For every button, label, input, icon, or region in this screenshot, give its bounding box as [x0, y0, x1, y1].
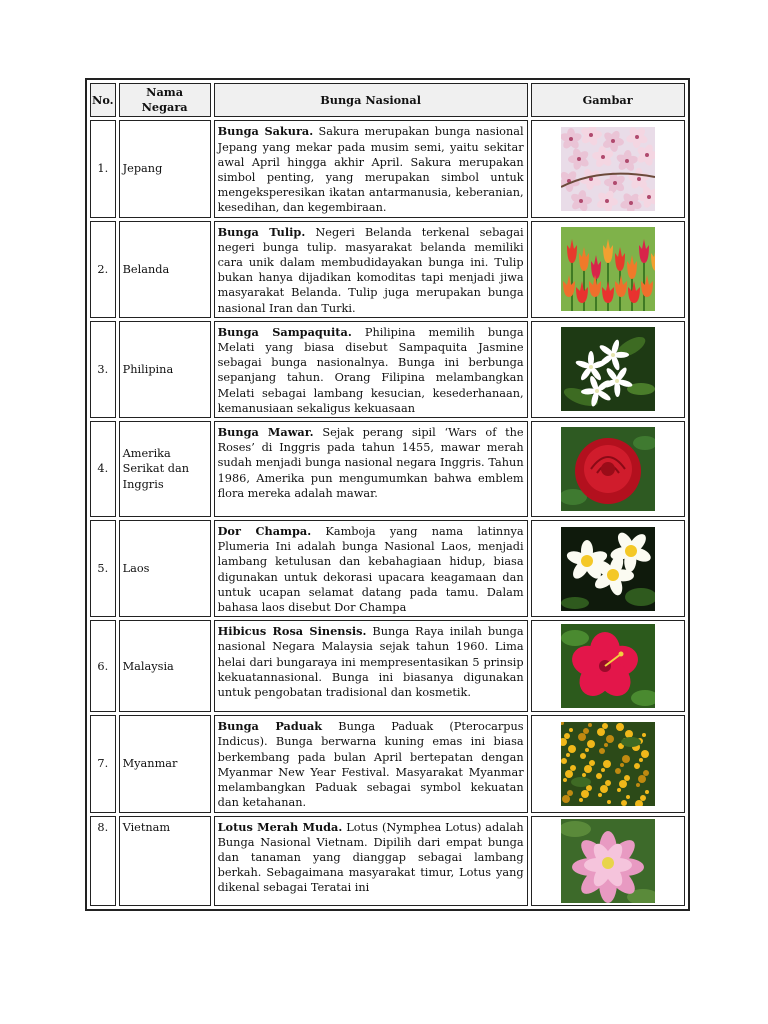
- flower-image-cell: [531, 715, 685, 812]
- flower-image-cell: [531, 620, 685, 712]
- row-number: 2.: [90, 221, 116, 318]
- row-number: 4.: [90, 421, 116, 517]
- national-flowers-table: [85, 78, 690, 911]
- flower-name: Bunga Sampaquita.: [217, 324, 352, 339]
- row-number: 3.: [90, 321, 116, 418]
- table-row: [90, 520, 685, 617]
- flower-description: [214, 816, 528, 906]
- flower-name: Bunga Paduak: [217, 719, 323, 734]
- flower-description: [214, 221, 528, 318]
- plumeria-image: [561, 527, 655, 611]
- table-row: [90, 715, 685, 812]
- flower-name: Bunga Mawar.: [217, 425, 314, 440]
- flower-image-cell: [531, 221, 685, 318]
- row-number: 8.: [90, 816, 116, 906]
- flower-description: [214, 321, 528, 418]
- description-text: Kamboja yang nama latinnya Plumeria Ini adalah bunga Nasional Laos, menjadi lambang ketulusan dan kebahagiaan hidup, biasa digunakan untuk dekorasi upacara keagamaan dan untuk ucapan selamat datang pada tamu. Dalam bahasa laos disebut Dor Champa: [217, 525, 524, 615]
- country-name: Jepang: [119, 120, 211, 217]
- country-name: Vietnam: [119, 816, 211, 906]
- flower-image-cell: [531, 421, 685, 517]
- table-row: [90, 120, 685, 217]
- flower-description: [214, 620, 528, 712]
- hibiscus-image: [561, 624, 655, 708]
- description-text: Bunga Paduak (Pterocarpus Indicus). Bunga berwarna kuning emas ini biasa berkembang pada bulan April bertepatan dengan Myanmar New Year Festival. Masyarakat Myanmar melambangkan Paduak sebagai symbol kekuatan dan ketahanan.: [217, 720, 524, 810]
- table-row: [90, 421, 685, 517]
- flower-name: Lotus Merah Muda.: [217, 819, 343, 834]
- table-row: [90, 321, 685, 418]
- header-nama-negara: Nama Negara: [119, 83, 211, 117]
- pink-lotus-image: [561, 819, 655, 903]
- flower-description: [214, 520, 528, 617]
- row-number: 5.: [90, 520, 116, 617]
- red-rose-image: [561, 427, 655, 511]
- flower-image-cell: [531, 520, 685, 617]
- description-text: Lotus (Nymphea Lotus) adalah Bunga Nasional Vietnam. Dipilih dari empat bunga dan tanaman yang dianggap sebagai lambang berkah. Sebagaimana masyarakat timur, Lotus yang dikenal sebagai Teratai ini: [217, 820, 524, 895]
- header-no: No.: [90, 83, 116, 117]
- cherry-blossom-image: [561, 127, 655, 211]
- jasmine-image: [561, 327, 655, 411]
- tulips-image: [561, 227, 655, 311]
- country-name: Amerika Serikat dan Inggris: [119, 421, 211, 517]
- flower-image-cell: [531, 321, 685, 418]
- flower-name: Bunga Sakura.: [217, 124, 314, 139]
- row-number: 7.: [90, 715, 116, 812]
- flower-image-cell: [531, 120, 685, 217]
- flower-name: Dor Champa.: [217, 524, 312, 539]
- table-row: [90, 816, 685, 906]
- flower-description: [214, 120, 528, 217]
- row-number: 1.: [90, 120, 116, 217]
- flower-description: [214, 421, 528, 517]
- description-text: Bunga Raya inilah bunga nasional Negara Malaysia sejak tahun 1960. Lima helai dari bungaraya ini mempresentasikan 5 prinsip kekuatannasional. Bunga ini biasanya digunakan untuk pengobatan tradisional dan kosmetik.: [217, 625, 524, 700]
- header-bunga-nasional: Bunga Nasional: [214, 83, 528, 117]
- flower-name: Bunga Tulip.: [217, 224, 306, 239]
- country-name: Myanmar: [119, 715, 211, 812]
- country-name: Malaysia: [119, 620, 211, 712]
- header-row: [90, 83, 685, 117]
- country-name: Philipina: [119, 321, 211, 418]
- description-text: Negeri Belanda terkenal sebagai negeri bunga tulip. masyarakat belanda memiliki cara unik dalam membudidayakan bunga ini. Tulip bukan hanya dijadikan komoditas tapi menjadi jiwa masyarakat Belanda. Tulip juga merupakan bunga nasional Iran dan Turki.: [217, 225, 524, 315]
- table-row: [90, 221, 685, 318]
- row-number: 6.: [90, 620, 116, 712]
- country-name: Belanda: [119, 221, 211, 318]
- flower-name: Hibicus Rosa Sinensis.: [217, 624, 367, 639]
- country-name: Laos: [119, 520, 211, 617]
- description-text: Sakura merupakan bunga nasional Jepang yang mekar pada musim semi, yaitu sekitar awal April hingga akhir April. Sakura merupakan simbol penting, yang merupakan simbol untuk mengeksperesikan ikatan antarmanusia, keberanian, kesedihan, dan kegembiraan.: [217, 125, 524, 215]
- flower-description: [214, 715, 528, 812]
- flower-image-cell: [531, 816, 685, 906]
- header-gambar: Gambar: [531, 83, 685, 117]
- table-row: [90, 620, 685, 712]
- description-text: Philipina memilih bunga Melati yang biasa disebut Sampaquita Jasmine sebagai bunga nasionalnya. Bunga ini berbunga sepanjang tahun. Orang Filipina melambangkan Melati sebagai lambang kesucian, kesederhanaan, kemanusiaan sekaligus kekuasaan: [217, 325, 524, 415]
- description-text: Sejak perang sipil ‘Wars of the Roses’ di Inggris pada tahun 1455, mawar merah sudah menjadi bunga nasional negara Inggris. Tahun 1986, Amerika pun mengumumkan bahwa emblem flora mereka adalah mawar.: [217, 426, 524, 500]
- padauk-image: [561, 722, 655, 806]
